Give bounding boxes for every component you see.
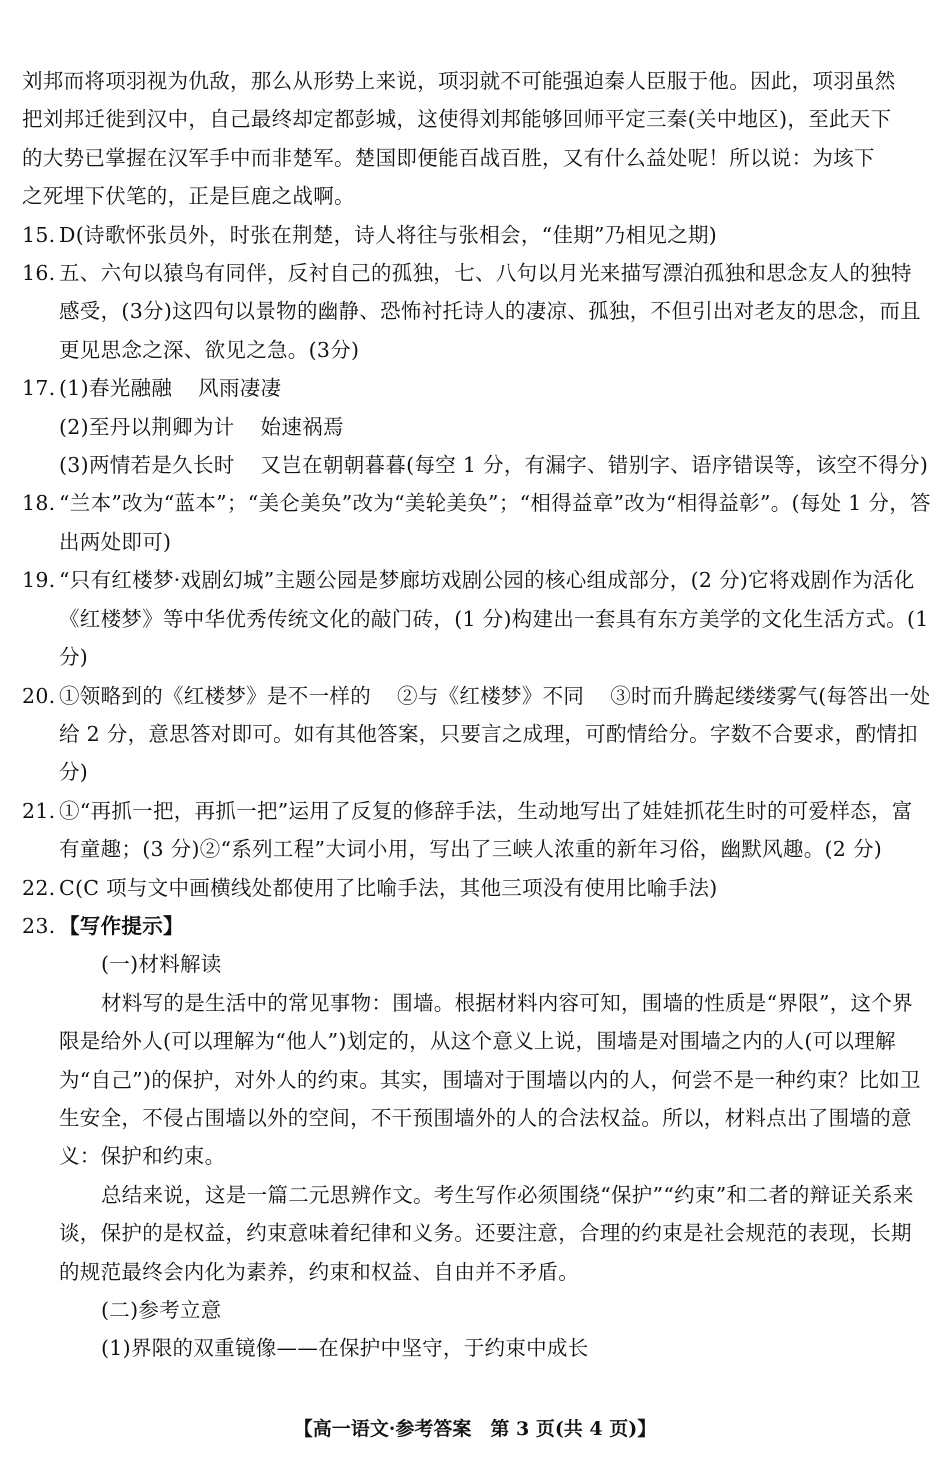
- item-text-18: “兰本”改为“蓝本”；“美仑美奂”改为“美轮美奂”；“相得益章”改为“相得益彰”。(每处 1 分，答出两处即可): [59, 491, 931, 554]
- item-20-part-c: ③时而升腾起缕缕雾气(每答出一处给 2 分，意思答对即可。如有其他答案，只要言之成理，可酌情给分。字数不合要求，酌情扣分): [59, 683, 931, 785]
- item-number-21: 21.: [22, 798, 56, 823]
- answer-item-18: [22, 484, 932, 561]
- answer-item-17: [22, 369, 932, 407]
- item-20-part-a: ①领略到的《红楼梦》是不一样的: [59, 683, 371, 708]
- answer-item-23: [22, 907, 932, 945]
- continued-paragraph: [22, 62, 932, 216]
- answer-item-20: [22, 677, 932, 792]
- item-number-19: 19.: [22, 568, 56, 593]
- item-20-part-b: ②与《红楼梦》不同: [397, 683, 585, 708]
- item-number-18: 18.: [22, 491, 56, 516]
- section-title-material: (一)材料解读: [101, 952, 222, 977]
- item-number-22: 22.: [22, 875, 56, 900]
- item-text-15: D(诗歌怀张员外，时张在荆楚，诗人将往与张相会，“佳期”乃相见之期): [59, 222, 718, 247]
- material-paragraph-1: 材料写的是生活中的常见事物：围墙。根据材料内容可知，围墙的性质是“界限”，这个界限是给外人(可以理解为“他人”)划定的，从这个意义上说，围墙是对围墙之内的人(可以理解为“自己”)的保护，对外人的约束。其实，围墙对于围墙以内的人，何尝不是一种约束？比如卫生安全，不侵占围墙以外的空间，不干预围墙外的人的合法权益。所以，材料点出了围墙的意义：保护和约束。: [59, 990, 921, 1169]
- item-number-16: 16.: [22, 261, 56, 286]
- continued-line-4: 之死埋下伏笔的，正是巨鹿之战啊。: [22, 184, 355, 209]
- reference-idea-1: (1)界限的双重镜像——在保护中坚守，于约束中成长: [101, 1336, 589, 1361]
- continued-line-3: 的大势已掌握在汉军手中而非楚军。楚国即便能百战百胜，又有什么益处呢！所以说：为垓下: [22, 145, 875, 170]
- item-text-16: 五、六句以猿鸟有同伴，反衬自己的孤独，七、八句以月光来描写漂泊孤独和思念友人的独特感受，(3分)这四句以景物的幽静、恐怖衬托诗人的凄凉、孤独，不但引出对老友的思念，而且更见思念之深、欲见之急。(3分): [59, 261, 921, 362]
- material-paragraph-2: 总结来说，这是一篇二元思辨作文。考生写作必须围绕“保护”“约束”和二者的辩证关系来谈，保护的是权益，约束意味着纪律和义务。还要注意，合理的约束是社会规范的表现，长期的规范最终会内化为素养，约束和权益、自由并不矛盾。: [59, 1182, 914, 1284]
- item-text-21: ①“再抓一把，再抓一把”运用了反复的修辞手法，生动地写出了娃娃抓花生时的可爱样态，富有童趣；(3 分)②“系列工程”大词小用，写出了三峡人浓重的新年习俗，幽默风趣。(2 分): [59, 798, 913, 862]
- item-17-line-3-b: 又岂在朝朝暮暮(每空 1 分，有漏字、错别字、语序错误等，该空不得分): [260, 453, 929, 478]
- item-text-22: C(C 项与文中画横线处都使用了比喻手法，其他三项没有使用比喻手法): [59, 875, 718, 900]
- answer-item-17-line-3: [22, 446, 932, 484]
- writing-hint-heading: 【写作提示】: [59, 913, 184, 938]
- item-number-20: 20.: [22, 683, 56, 708]
- item-number-15: 15.: [22, 222, 56, 247]
- item-17-line-1-b: 风雨凄凄: [198, 376, 282, 401]
- continued-line-1: 刘邦而将项羽视为仇敌，那么从形势上来说，项羽就不可能强迫秦人臣服于他。因此，项羽虽然: [22, 69, 896, 93]
- answer-item-17-line-2: [22, 408, 932, 446]
- answer-item-21: [22, 792, 932, 869]
- answer-item-22: [22, 869, 932, 907]
- answer-content: [22, 62, 932, 1368]
- answer-item-19: [22, 561, 932, 676]
- item-17-line-2-b: 始速祸焉: [260, 414, 344, 439]
- item-17-line-3-a: (3)两情若是久长时: [59, 453, 235, 478]
- item-number-23: 23.: [22, 913, 56, 938]
- section-title-reference: (二)参考立意: [101, 1298, 222, 1322]
- continued-line-2: 把刘邦迁徙到汉中，自己最终却定都彭城，这使得刘邦能够回师平定三秦(关中地区)，至此天下: [22, 107, 892, 132]
- item-17-line-2-a: (2)至丹以荆卿为计: [59, 414, 235, 439]
- item-17-line-1-a: (1)春光融融: [59, 376, 173, 401]
- answer-item-16: [22, 254, 932, 369]
- item-number-17: 17.: [22, 376, 56, 401]
- item-text-19: “只有红楼梦·戏剧幻城”主题公园是梦廊坊戏剧公园的核心组成部分，(2 分)它将戏剧作为活化《红楼梦》等中华优秀传统文化的敲门砖，(1 分)构建出一套具有东方美学的文化生活方式。(1 分): [59, 568, 929, 670]
- answer-item-15: [22, 216, 932, 254]
- page-footer: 【高一语文·参考答案 第 3 页(共 4 页)】: [293, 1418, 657, 1440]
